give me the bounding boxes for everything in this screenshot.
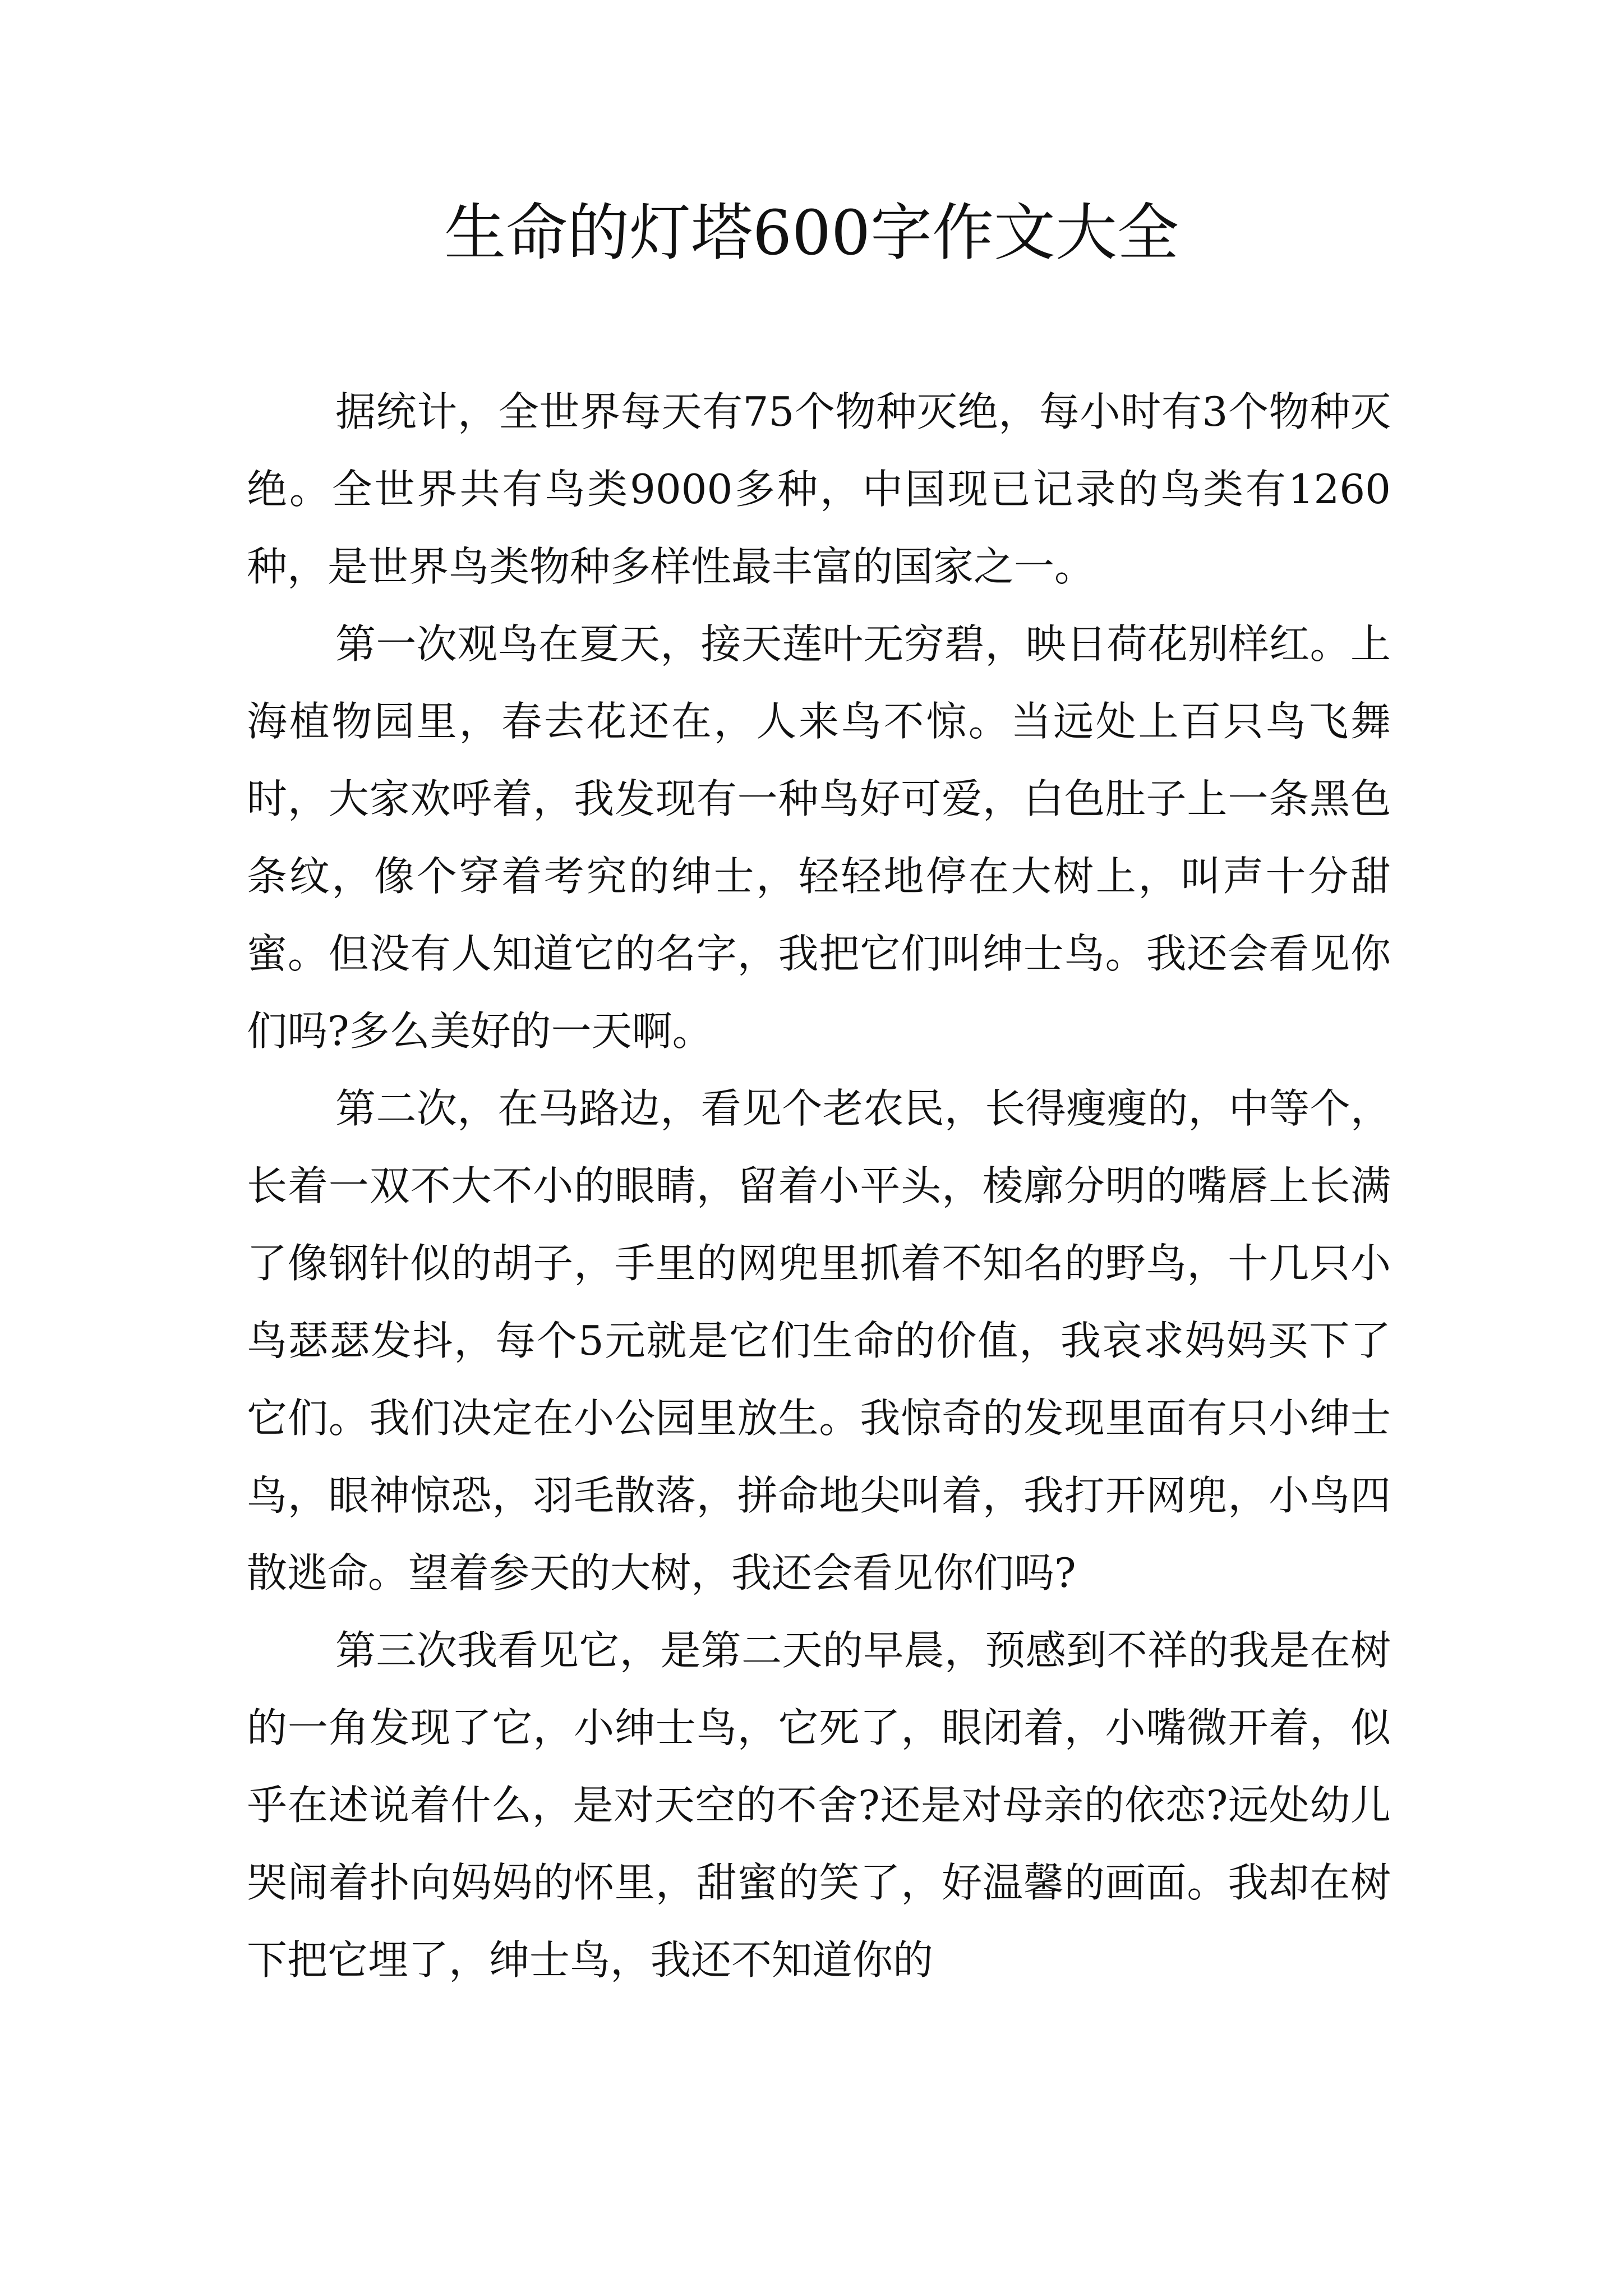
paragraph-4: 第三次我看见它，是第二天的早晨，预感到不祥的我是在树的一角发现了它，小绅士鸟，它死了，眼闭着，小嘴微开着，似乎在述说着什么，是对天空的不舍?还是对母亲的依恋?远处幼儿哭闹着扑向妈妈的怀里，甜蜜的笑了，好温馨的画面。我却在树下把它埋了，绅士鸟，我还不知道你的 xyxy=(247,1627,1391,1984)
document-body xyxy=(247,373,1391,1999)
paragraph-3: 第二次，在马路边，看见个老农民，长得瘦瘦的，中等个，长着一双不大不小的眼睛，留着小平头，棱廓分明的嘴唇上长满了像钢针似的胡子，手里的网兜里抓着不知名的野鸟，十几只小鸟瑟瑟发抖，每个5元就是它们生命的价值，我哀求妈妈买下了它们。我们决定在小公园里放生。我惊奇的发现里面有只小绅士鸟，眼神惊恐，羽毛散落，拼命地尖叫着，我打开网兜，小鸟四散逃命。望着参天的大树，我还会看见你们吗? xyxy=(247,1085,1391,1596)
paragraph-2: 第一次观鸟在夏天，接天莲叶无穷碧，映日荷花别样红。上海植物园里，春去花还在，人来鸟不惊。当远处上百只鸟飞舞时，大家欢呼着，我发现有一种鸟好可爱，白色肚子上一条黑色条纹，像个穿着考究的绅士，轻轻地停在大树上，叫声十分甜蜜。但没有人知道它的名字，我把它们叫绅士鸟。我还会看见你们吗?多么美好的一天啊。 xyxy=(247,620,1391,1055)
document-title: 生命的灯塔600字作文大全 xyxy=(444,197,1179,269)
paragraph-1: 据统计，全世界每天有75个物种灭绝，每小时有3个物种灭绝。全世界共有鸟类9000多种，中国现已记录的鸟类有1260种，是世界鸟类物种多样性最丰富的国家之一。 xyxy=(247,388,1391,590)
